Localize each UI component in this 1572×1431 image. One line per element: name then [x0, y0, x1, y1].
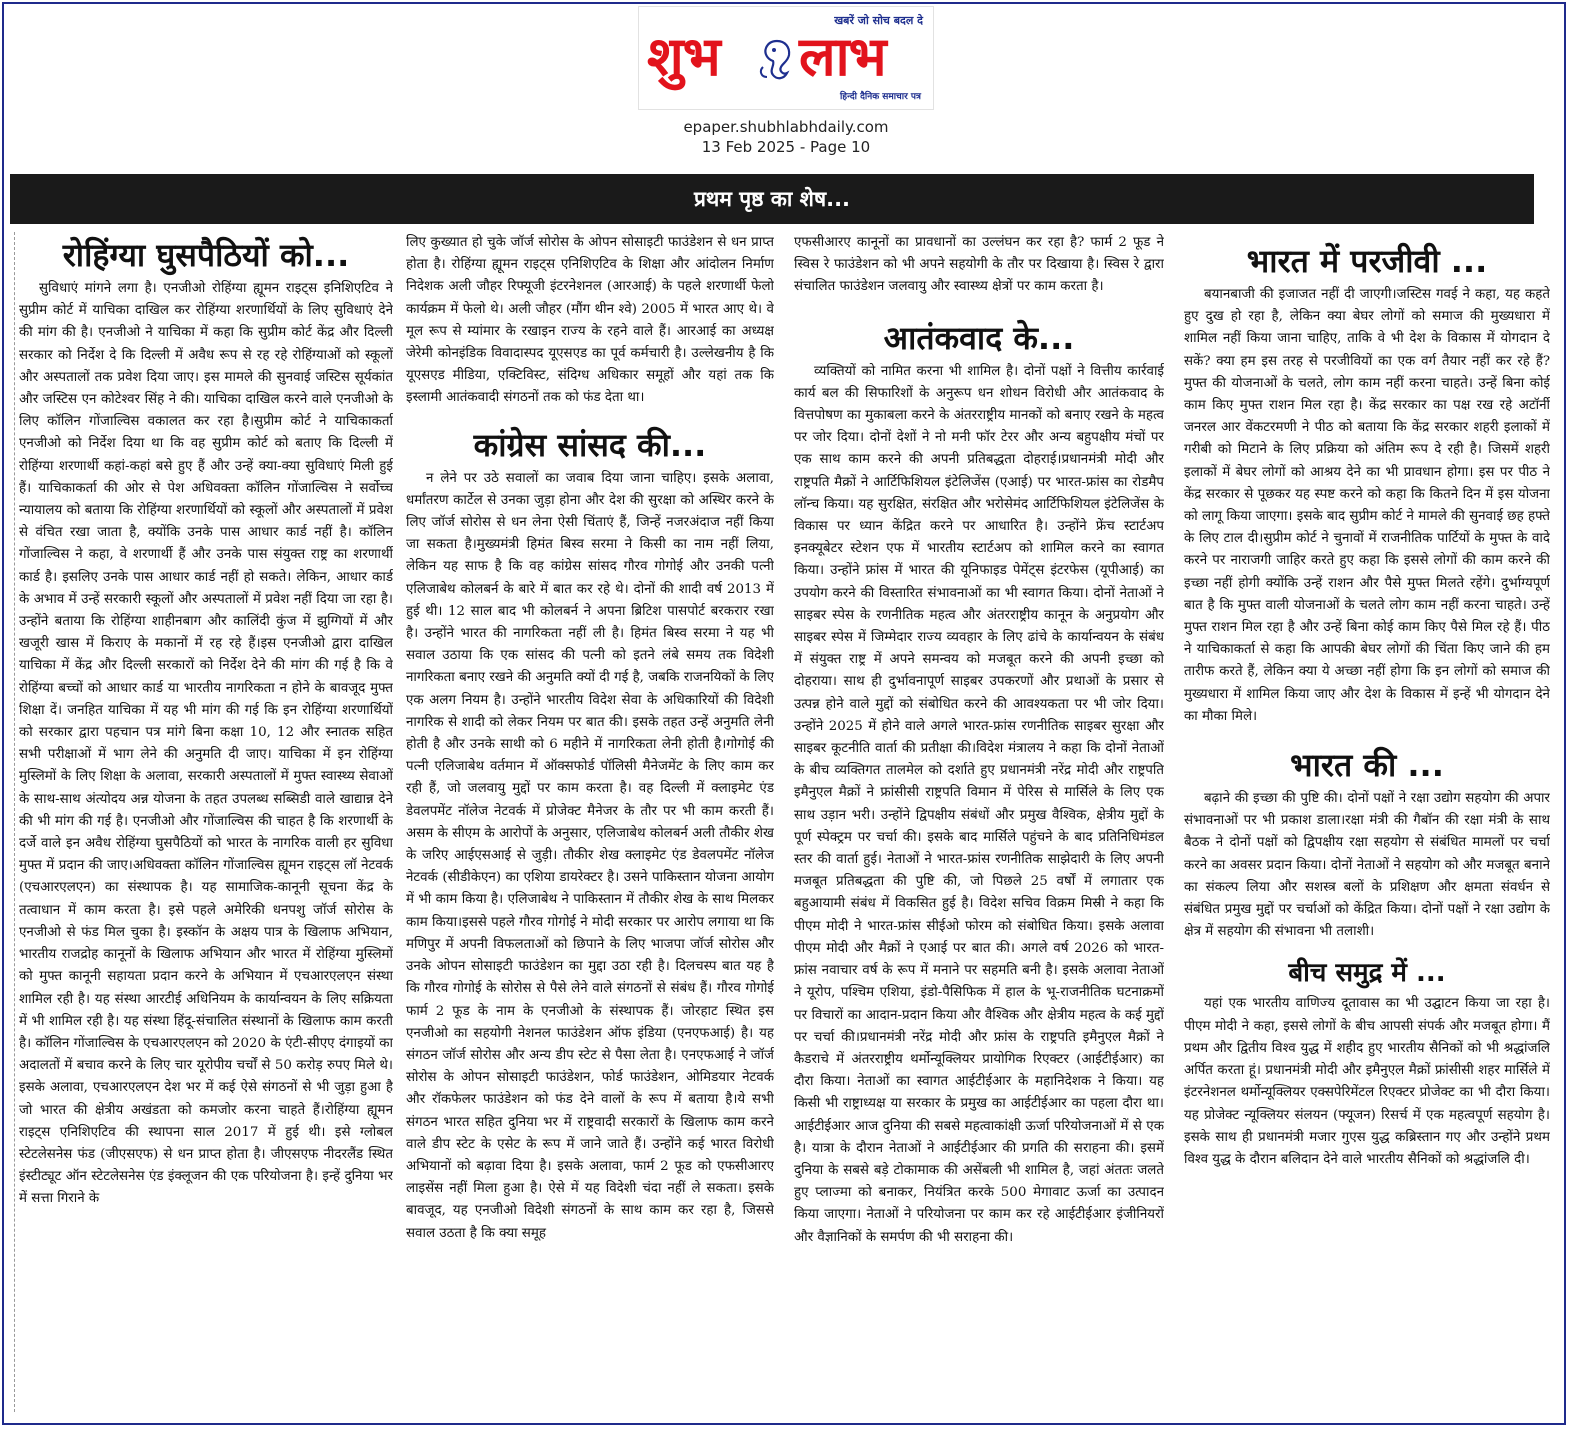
masthead-subtitle: हिन्दी दैनिक समाचार पत्र — [839, 92, 921, 102]
epaper-url: epaper.shubhlabhdaily.com — [683, 118, 889, 136]
article-body-parasites: बयानबाजी की इजाजत नहीं दी जाएगी।जस्टिस गवई ने कहा, यह कहते हुए दुख हो रहा है, लेकिन क्या बेघर लोगों को समाज की मुख्यधारा में शामिल नहीं किया जाना चाहिए, ताकि वे भी देश के विकास में योगदान दे सकें? क्या हम इस तरह से परजीवियों का एक वर्ग तैयार नहीं कर रहे हैं? मुफ्त की योजनाओं के चलते, लोग काम नहीं करना चाहते। उन्हें बिना कोई काम किए मुफ्त राशन मिल रहा है। केंद्र सरकार का पक्ष रख रहे अटॉर्नी जनरल आर वेंकटरमणी ने पीठ को बताया कि केंद्र सरकार शहरी इलाकों में गरीबी को मिटाने के लिए प्रक्रिया को अंतिम रूप दे रही है। जिसमें शहरी इलाकों में बेघर लोगों को आश्रय देने का भी प्रावधान होगा। इस पर पीठ ने केंद्र सरकार से पूछकर यह स्पष्ट करने को कहा कि कितने दिन में इस योजना को लागू किया जाएगा। इसके बाद सुप्रीम कोर्ट ने मामले की सुनवाई छह हफ्ते के लिए टाल दी।सुप्रीम कोर्ट ने चुनावों में राजनीतिक पार्टियों के मुफ्त के वादे करने पर नाराजगी जाहिर करते हुए कहा कि इससे लोगों की काम करने की इच्छा नहीं होगी क्योंकि उन्हें राशन और पैसे मुफ्त मिलते रहेंगे। दुर्भाग्यपूर्ण बात है कि मुफ्त वाली योजनाओं के चलते लोग काम नहीं करना चाहते। उन्हें मुफ्त राशन मिल रहा है और उन्हें बिना कोई काम किए पैसे मिल रहे हैं। पीठ ने याचिकाकर्ता से कहा कि आपकी बेघर लोगों की चिंता किए जाने की हम तारीफ करते हैं, लेकिन क्या ये अच्छा नहीं होगा कि इन लोगों को समाज की मुख्यधारा में शामिल किया जाए और देश के विकास में इन्हें भी योगदान देने का मौका मिले। — [1184, 287, 1550, 724]
column-2 — [406, 232, 774, 1412]
column-4 — [1184, 232, 1550, 1412]
column-1 — [14, 232, 393, 1412]
article-heading-rohingya: रोहिंग्या घुसपैठियों को... — [62, 236, 350, 274]
article-body-congress: न लेने पर उठे सवालों का जवाब दिया जाना चाहिए। इसके अलावा, धर्मांतरण कार्टेल से उनका जुड़ा होना और देश की सुरक्षा को अस्थिर करने के लिए जॉर्ज सोरोस से धन लेना ऐसी चिंताएं हैं, जिन्हें नजरअंदाज नहीं किया जा सकता है।मुख्यमंत्री हिमंत बिस्व सरमा ने किसी का नाम नहीं लिया, लेकिन यह साफ है कि वह कांग्रेस सांसद गौरव गोगोई और उनकी पत्नी एलिजाबेथ कोलबर्न के बारे में बात कर रहे थे। दोनों की शादी वर्ष 2013 में हुई थी। 12 साल बाद भी कोलबर्न ने अपना ब्रिटिश पासपोर्ट बरकरार रखा है। उन्होंने भारत की नागरिकता नहीं ली है। हिमंत बिस्व सरमा ने यह भी सवाल उठाया कि एक सांसद की पत्नी को इतने लंबे समय तक विदेशी नागरिकता बनाए रखने की अनुमति क्यों दी गई है, जबकि राजनयिकों के लिए एक अलग नियम है। उन्होंने भारतीय विदेश सेवा के अधिकारियों की विदेशी नागरिक से शादी को लेकर नियम पर बात की। इसके तहत उन्हें अनुमति लेनी होती है और उनके साथी को 6 महीने में नागरिकता लेनी होती है।गोगोई की पत्नी एलिजाबेथ वर्तमान में ऑक्सफोर्ड पॉलिसी मैनेजमेंट के लिए काम कर रही हैं, जो जलवायु मुद्दों पर काम करता है। वह दिल्ली में क्लाइमेट एंड डेवलपमेंट नॉलेज नेटवर्क में प्रोजेक्ट मैनेजर के तौर पर भी काम करती हैं। असम के सीएम के आरोपों के अनुसार, एलिजाबेथ कोलबर्न अली तौकीर शेख के जरिए आईएसआई से जुड़ी। तौकीर शेख क्लाइमेट एंड डेवलपमेंट नॉलेज नेटवर्क (सीडीकेएन) का एशिया डायरेक्टर है। उसने पाकिस्तान योजना आयोग में भी काम किया है। एलिजाबेथ ने पाकिस्तान में तौकीर शेख के साथ मिलकर काम किया।इससे पहले गौरव गोगोई ने मोदी सरकार पर आरोप लगाया था कि मणिपुर में अपनी विफलताओं को छिपाने के लिए भाजपा जॉर्ज सोरोस और उनके ओपन सोसाइटी फाउंडेशन का मुद्दा उठा रही है। दिलचस्प बात यह है कि गौरव गोगोई के सोरोस से पैसे लेने वाले संगठनों से संबंध हैं। गौरव गोगोई फार्म 2 फूड के नाम के एनजीओ के संस्थापक हैं। जोरहाट स्थित इस एनजीओ का सहयोगी नेशनल फाउंडेशन ऑफ इंडिया (एनएफआई) है। यह संगठन जॉर्ज सोरोस और अन्य डीप स्टेट से पैसा लेता है। एनएफआई ने जॉर्ज सोरोस के ओपन सोसाइटी फाउंडेशन, फोर्ड फाउंडेशन, ओमिडयार नेटवर्क और रॉकफेलर फाउंडेशन को फंड देने वालों के रूप में बताया है।ये सभी संगठन भारत सहित दुनिया भर में राष्ट्रवादी सरकारों के खिलाफ काम करने वाले डीप स्टेट के एसेट के रूप में जाने जाते हैं। उन्होंने कई भारत विरोधी अभियानों को बढ़ावा दिया है। इसके अलावा, फार्म 2 फूड को एफसीआरए लाइसेंस नहीं मिला हुआ है। ऐसे में यह विदेशी चंदा नहीं ले सकता। इसके बावजूद, यह एनजीओ विदेशी संगठनों के साथ काम कर रहा है, जिससे सवाल उठता है कि क्या समूह — [406, 470, 774, 1241]
ganesh-icon — [757, 37, 797, 83]
article-body-terrorism: व्यक्तियों को नामित करना भी शामिल है। दोनों पक्षों ने वित्तीय कार्रवाई कार्य बल की सिफारिशों के अनुरूप धन शोधन विरोधी और आतंकवाद के वित्तपोषण का मुकाबला करने के अंतरराष्ट्रीय मानकों को बनाए रखने के महत्व पर जोर दिया। दोनों देशों ने नो मनी फॉर टेरर और अन्य बहुपक्षीय मंचों पर एक साथ काम करने की अपनी प्रतिबद्धता दोहराई।प्रधानमंत्री मोदी और राष्ट्रपति मैक्रों ने आर्टिफिशियल इंटेलिजेंस (एआई) पर भारत-फ्रांस का रोडमैप लॉन्च किया। यह सुरक्षित, संरक्षित और भरोसेमंद आर्टिफिशियल इंटेलिजेंस के विकास पर ध्यान केंद्रित करने पर आधारित है। उन्होंने फ्रेंच स्टार्टअप इनक्यूबेटर स्टेशन एफ में भारतीय स्टार्टअप को शामिल करने का स्वागत किया। उन्होंने फ्रांस में भारत की यूनिफाइड पेमेंट्स इंटरफेस (यूपीआई) का उपयोग करने की विस्तारित संभावनाओं का भी स्वागत किया। दोनों नेताओं ने साइबर स्पेस के रणनीतिक महत्व और अंतरराष्ट्रीय कानून के अनुप्रयोग और साइबर स्पेस में जिम्मेदार राज्य व्यवहार के लिए ढांचे के कार्यान्वयन के संबंध में संयुक्त राष्ट्र में अपने समन्वय को मजबूत करने की अपनी इच्छा को दोहराया। साथ ही दुर्भावनापूर्ण साइबर उपकरणों और प्रथाओं के प्रसार से उत्पन्न होने वाले मुद्दों को संबोधित करने की आवश्यकता पर भी जोर दिया। उन्होंने 2025 में होने वाले अगले भारत-फ्रांस रणनीतिक साइबर सुरक्षा और साइबर कूटनीति वार्ता की प्रतीक्षा की।विदेश मंत्रालय ने कहा कि दोनों नेताओं के बीच व्यक्तिगत तालमेल को दर्शाते हुए प्रधानमंत्री नरेंद्र मोदी और राष्ट्रपति इमैनुएल मैक्रों ने फ्रांसीसी राष्ट्रपति विमान में पेरिस से मार्सिले के लिए एक साथ उड़ान भरी। उन्होंने द्विपक्षीय संबंधों और प्रमुख वैश्विक, क्षेत्रीय मुद्दों के पूर्ण स्पेक्ट्रम पर चर्चा की। इसके बाद मार्सिले पहुंचने के बाद प्रतिनिधिमंडल स्तर की वार्ता हुई। नेताओं ने भारत-फ्रांस रणनीतिक साझेदारी के लिए अपनी मजबूत प्रतिबद्धता की पुष्टि की, जो पिछले 25 वर्षों में लगातार एक बहुआयामी संबंध में विकसित हुई है। विदेश सचिव विक्रम मिस्री ने कहा कि पीएम मोदी ने भारत-फ्रांस सीईओ फोरम को संबोधित किया। इसके अलावा पीएम मोदी और मैक्रों ने एआई पर बात की। अगले वर्ष 2026 को भारत-फ्रांस नवाचार वर्ष के रूप में मनाने पर सहमति बनी है। इसके अलावा नेताओं ने यूरोप, पश्चिम एशिया, इंडो-पैसिफिक में हाल के भू-राजनीतिक घटनाक्रमों पर विचारों का आदान-प्रदान किया और वैश्विक और क्षेत्रीय महत्व के कई मुद्दों पर चर्चा की।प्रधानमंत्री नरेंद्र मोदी और फ्रांस के राष्ट्रपति इमैनुएल मैक्रों ने कैडराचे में अंतरराष्ट्रीय थर्मोन्यूक्लियर प्रायोगिक रिएक्टर (आईटीईआर) का दौरा किया। नेताओं का स्वागत आईटीईआर के महानिदेशक ने किया। यह किसी भी राष्ट्राध्यक्ष या सरकार के प्रमुख का आईटीईआर का पहला दौरा था। आईटीईआर आज दुनिया की सबसे महत्वाकांक्षी ऊर्जा परियोजनाओं में से एक है। यात्रा के दौरान नेताओं ने आईटीईआर की प्रगति की सराहना की। इसमें दुनिया के सबसे बड़े टोकामाक की असेंबली भी शामिल है, जहां अंततः जलते हुए प्लाज्मा को बनाकर, नियंत्रित करके 500 मेगावाट ऊर्जा का उत्पादन किया जाएगा। नेताओं ने परियोजना पर काम कर रहे आईटीईआर इंजीनियरों और वैज्ञानिकों के समर्पण की भी सराहना की। — [794, 363, 1164, 1245]
masthead-logo — [638, 6, 934, 110]
article-heading-parasites: भारत में परजीवी ... — [1246, 242, 1488, 280]
column-3 — [794, 232, 1164, 1412]
article-body-sea: यहां एक भारतीय वाणिज्य दूतावास का भी उद्घाटन किया जा रहा है। पीएम मोदी ने कहा, इससे लोगों के बीच आपसी संपर्क और मजबूत होगा। मैं प्रथम और द्वितीय विश्व युद्ध में शहीद हुए भारतीय सैनिकों को भी श्रद्धांजलि अर्पित करता हूं। प्रधानमंत्री मोदी और इमैनुएल मैक्रों फ्रांसीसी शहर मार्सिले में इंटरनेशनल थर्मोन्यूक्लियर एक्सपेरिमेंटल रिएक्टर प्रोजेक्ट का भी दौरा किया। यह प्रोजेक्ट न्यूक्लियर संलयन (फ्यूजन) रिसर्च में एक महत्वपूर्ण सहयोग है। इसके साथ ही प्रधानमंत्री मजार गुएस युद्ध कब्रिस्तान गए और उन्होंने प्रथम विश्व युद्ध के दौरान बलिदान देने वाले भारतीय सैनिकों को श्रद्धांजलि दी। — [1184, 996, 1550, 1167]
section-banner: प्रथम पृष्ठ का शेष... — [10, 174, 1534, 224]
logo-word-right: लाभ — [799, 25, 886, 88]
article-heading-bharat: भारत की ... — [1290, 746, 1444, 785]
article-continuation-congress: एफसीआरए कानूनों का प्रावधानों का उल्लंघन कर रहा है? फार्म 2 फूड ने स्विस रे फाउंडेशन को भी अपने सहयोगी के तौर पर दिखाया है। स्विस रे द्वारा संचालित फाउंडेशन जलवायु और स्वास्थ्य क्षेत्रों पर काम करता है। — [794, 235, 1164, 295]
article-heading-terrorism: आतंकवाद के... — [883, 318, 1075, 357]
article-heading-congress: कांग्रेस सांसद की... — [473, 425, 707, 464]
logo-word-left: शुभ — [647, 25, 720, 88]
epaper-date: 13 Feb 2025 - Page 10 — [701, 138, 871, 156]
article-body-rohingya: सुविधाएं मांगने लगा है। एनजीओ रोहिंग्या ह्यूमन राइट्स इनिशिएटिव ने सुप्रीम कोर्ट में याचिका दाखिल कर रोहिंग्या शरणार्थियों के लिए सुविधाएं देने की मांग की है। एनजीओ ने याचिका में कहा कि सुप्रीम कोर्ट केंद्र और दिल्ली सरकार को निर्देश दे कि दिल्ली में अवैध रूप से रह रहे रोहिंग्याओं को स्कूलों और अस्पतालों तक प्रवेश दिया जाए। इस मामले की सुनवाई जस्टिस सूर्यकांत और जस्टिस एन कोटेश्वर सिंह ने की। याचिका दाखिल करने वाले एनजीओ के लिए कॉलिन गोंजाल्विस वकालत कर रहा है।सुप्रीम कोर्ट ने याचिकाकर्ता एनजीओ को निर्देश दिया था कि वह सुप्रीम कोर्ट को बताए कि दिल्ली में रोहिंग्या शरणार्थी कहां-कहां बसे हुए हैं और उन्हें क्या-क्या सुविधाएं मिली हुई हैं। याचिकाकर्ता की ओर से पेश अधिवक्ता कॉलिन गोंजाल्विस ने सर्वोच्च न्यायालय को बताया कि रोहिंग्या शरणार्थियों को स्कूलों और अस्पतालों में प्रवेश से वंचित रखा जाता है, क्योंकि उनके पास आधार कार्ड नहीं है। कॉलिन गोंजाल्विस ने कहा, वे शरणार्थी हैं और उनके पास संयुक्त राष्ट्र का शरणार्थी कार्ड है। इसलिए उनके पास आधार कार्ड नहीं हो सकते। लेकिन, आधार कार्ड के अभाव में उन्हें सरकारी स्कूलों और अस्पतालों में प्रवेश नहीं दिया जा रहा है। उन्होंने बताया कि रोहिंग्या शाहीनबाग और कालिंदी कुंज में झुग्गियों में और खजूरी खास में किराए के मकानों में रह रहे हैं।इस एनजीओ द्वारा दाखिल याचिका में केंद्र और दिल्ली सरकारों को निर्देश देने की मांग की गई है कि वे रोहिंग्या बच्चों को आधार कार्ड या भारतीय नागरिकता न होने के बावजूद मुफ्त शिक्षा दें। जनहित याचिका में यह भी मांग की गई कि इन रोहिंग्या शरणार्थियों को सरकार द्वारा पहचान पत्र मांगे बिना कक्षा 10, 12 और स्नातक सहित सभी परीक्षाओं में भाग लेने की अनुमति दी जाए। याचिका में इन रोहिंग्या मुस्लिमों के लिए शिक्षा के अलावा, सरकारी अस्पतालों में मुफ्त स्वास्थ्य सेवाओं के साथ-साथ अंत्योदय अन्न योजना के तहत उपलब्ध सब्सिडी वाले खाद्यान्न देने की भी मांग की गई है। एनजीओ और गोंजाल्विस की चाहत है कि शरणार्थी के दर्जे वाले इन अवैध रोहिंग्या घुसपैठियों को भारत के नागरिक वाली हर सुविधा मुफ्त में प्रदान की जाए।अधिवक्ता कॉलिन गोंजाल्विस ह्यूमन राइट्स लॉ नेटवर्क (एचआरएलएन) का संस्थापक है। यह सामाजिक-कानूनी सूचना केंद्र के तत्वाधान में काम करता है। इसे पहले अमेरिकी धनपशु जॉर्ज सोरोस के एनजीओ से फंड मिल चुका है। इस्कॉन के अक्षय पात्र के खिलाफ अभियान, भारतीय राजद्रोह कानूनों के खिलाफ अभियान और भारत में रोहिंग्या मुस्लिमों को मुफ्त कानूनी सहायता प्रदान करने के अभियान में एचआरएलएन संस्था शामिल रही है। यह संस्था आरटीई अधिनियम के कार्यान्वयन के लिए सक्रियता में भी शामिल रही है। यह संस्था हिंदू-संचालित संस्थानों के खिलाफ काम करती है। कॉलिन गोंजाल्विस के एचआरएलएन को 2020 के एंटी-सीएए दंगाइयों का अदालतों में बचाव करने के लिए चार यूरोपीय चर्चों से 50 करोड़ रुपए मिले थे। इसके अलावा, एचआरएलएन देश भर में कई ऐसे संगठनों से भी जुड़ा हुआ है जो भारत की क्षेत्रीय अखंडता को कमजोर करना चाहते हैं।रोहिंग्या ह्यूमन राइट्स एनिशिएटिव की स्थापना साल 2017 में हुई थी। इसे ग्लोबल स्टेटलेसनेस फंड (जीएसएफ) से धन प्राप्त होता है। जीएसएफ नीदरलैंड स्थित इंस्टीट्यूट ऑन स्टेटलेसनेस एंड इंक्लूजन की एक परियोजना है। इन्हें दुनिया भर में सत्ता गिराने के — [19, 281, 393, 1207]
article-body-bharat: बढ़ाने की इच्छा की पुष्टि की। दोनों पक्षों ने रक्षा उद्योग सहयोग की अपार संभावनाओं पर भी प्रकाश डाला।रक्षा मंत्री की गैबॉन की रक्षा मंत्री के साथ बैठक ने दोनों पक्षों को द्विपक्षीय रक्षा सहयोग से संबंधित मामलों पर चर्चा करने का अवसर प्रदान किया। दोनों नेताओं ने सहयोग को और मजबूत बनाने का संकल्प लिया और सशस्त्र बलों के प्रशिक्षण और क्षमता संवर्धन से संबंधित प्रमुख मुद्दों पर चर्चाओं को केंद्रित किया। दोनों पक्षों ने रक्षा उद्योग के क्षेत्र में सहयोग की संभावना भी तलाशी। — [1184, 791, 1550, 940]
masthead-tagline: खबरें जो सोच बदल दे — [834, 14, 923, 27]
article-continuation-rohingya: लिए कुख्यात हो चुके जॉर्ज सोरोस के ओपन सोसाइटी फाउंडेशन से धन प्राप्त होता है। रोहिंग्या ह्यूमन राइट्स एनिशिएटिव के शिक्षा और आंदोलन निर्माण निदेशक अली जौहर रिफ्यूजी इंटरनेशनल (आरआई) के पहले शरणार्थी फेलो कार्यक्रम में फेलो थे। अली जौहर (मौंग थीन श्वे) 2005 में भारत आए थे। वे मूल रूप से म्यांमार के रखाइन राज्य के रहने वाले हैं। आरआई का अध्यक्ष जेरेमी कोनइंडिक विवादास्पद यूएसएड का पूर्व कर्मचारी है। उल्लेखनीय है कि यूएसएड मीडिया, एक्टिविस्ट, संदिग्ध अधिकार समूहों और यहां तक कि इस्लामी आतंकवादी संगठनों तक को फंड देता था। — [406, 235, 774, 406]
article-heading-sea: बीच समुद्र में ... — [1288, 958, 1446, 989]
